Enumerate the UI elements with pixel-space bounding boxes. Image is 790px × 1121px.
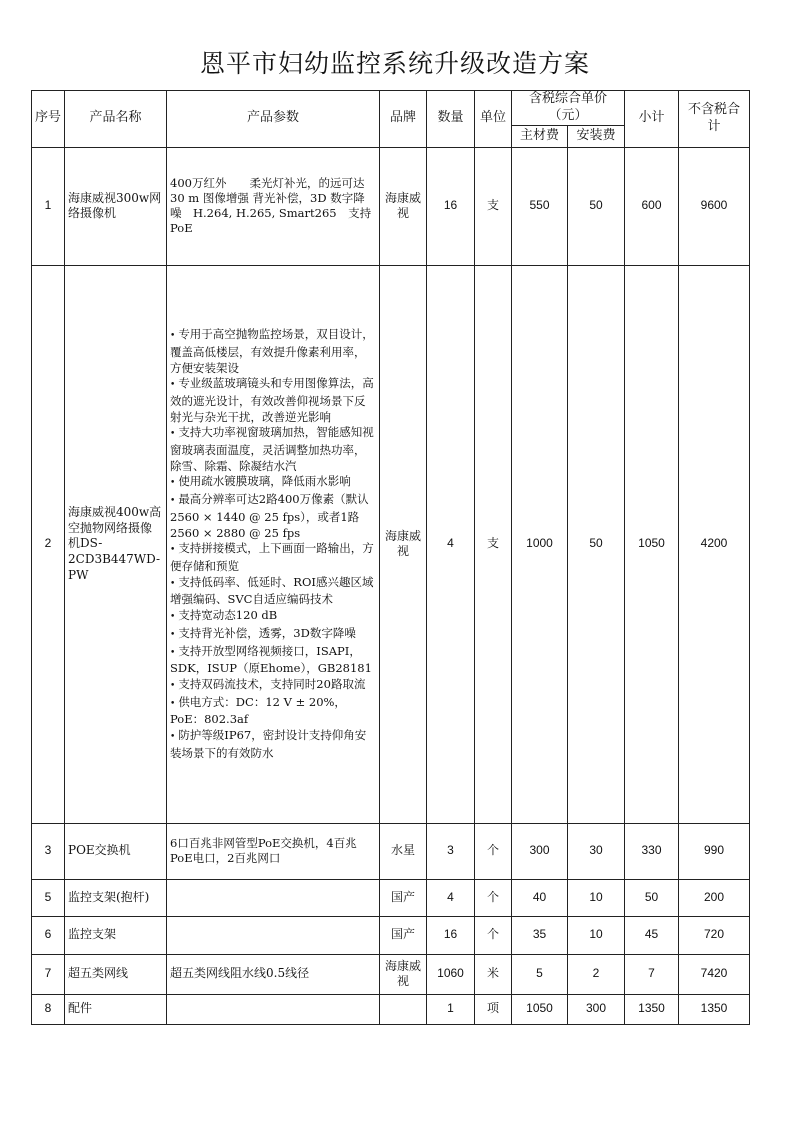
cell-total: 720 bbox=[679, 916, 750, 954]
cell-index: 5 bbox=[32, 879, 65, 916]
feature-item: • 支持开放型网络视频接口，ISAPI，SDK，ISUP（原Ehome），GB28181 bbox=[170, 643, 372, 676]
cell-index: 7 bbox=[32, 954, 65, 994]
cell-total: 1350 bbox=[679, 994, 750, 1024]
feature-item: • 专用于高空抛物监控场景，双目设计，覆盖高低楼层，有效提升像素利用率，方便安装架设 bbox=[170, 327, 374, 375]
header-brand: 品牌 bbox=[380, 91, 427, 148]
cell-name: 海康威视300w网络摄像机 bbox=[65, 147, 167, 265]
feature-list bbox=[170, 327, 376, 761]
cell-install: 2 bbox=[568, 954, 625, 994]
cell-params bbox=[167, 916, 380, 954]
table-row bbox=[32, 954, 750, 994]
cell-material: 1050 bbox=[512, 994, 568, 1024]
cell-install: 300 bbox=[568, 994, 625, 1024]
cell-install: 10 bbox=[568, 916, 625, 954]
cell-brand: 水星 bbox=[380, 823, 427, 879]
cell-subtotal: 600 bbox=[625, 147, 679, 265]
cell-subtotal: 1050 bbox=[625, 265, 679, 823]
cell-unit: 个 bbox=[475, 823, 512, 879]
cell-subtotal: 7 bbox=[625, 954, 679, 994]
cell-params: 超五类网线阻水线0.5线径 bbox=[167, 954, 380, 994]
cell-params bbox=[167, 879, 380, 916]
header-index: 序号 bbox=[32, 91, 65, 148]
cell-name: POE交换机 bbox=[65, 823, 167, 879]
cell-install: 50 bbox=[568, 265, 625, 823]
cell-name: 超五类网线 bbox=[65, 954, 167, 994]
cell-brand: 国产 bbox=[380, 879, 427, 916]
cell-install: 30 bbox=[568, 823, 625, 879]
header-qty: 数量 bbox=[427, 91, 475, 148]
cell-params bbox=[167, 147, 380, 265]
table-row bbox=[32, 823, 750, 879]
feature-item: • 最高分辨率可达2路400万像素（默认2560 × 1440 @ 25 fps），或者1路2560 × 2880 @ 25 fps bbox=[170, 492, 369, 540]
params-text: 400万红外 柔光灯补光，的远可达30 m 图像增强 背光补偿，3D 数字降噪 H.264, H.265, Smart265 支持PoE bbox=[170, 176, 372, 236]
cell-unit: 支 bbox=[475, 147, 512, 265]
header-material: 主材费 bbox=[512, 125, 568, 147]
feature-item: • 支持双码流技术，支持同时20路取流 bbox=[170, 676, 366, 691]
cell-total: 990 bbox=[679, 823, 750, 879]
table-row bbox=[32, 265, 750, 823]
header-params: 产品参数 bbox=[167, 91, 380, 148]
cell-unit: 米 bbox=[475, 954, 512, 994]
table-row bbox=[32, 916, 750, 954]
header-total: 不含税合计 bbox=[679, 91, 750, 148]
cell-brand: 国产 bbox=[380, 916, 427, 954]
cell-index: 6 bbox=[32, 916, 65, 954]
header-name: 产品名称 bbox=[65, 91, 167, 148]
cell-index: 8 bbox=[32, 994, 65, 1024]
cell-index: 3 bbox=[32, 823, 65, 879]
cell-material: 550 bbox=[512, 147, 568, 265]
cell-install: 50 bbox=[568, 147, 625, 265]
feature-item: • 防护等级IP67，密封设计支持仰角安装场景下的有效防水 bbox=[170, 728, 367, 760]
feature-item: • 支持拼接模式，上下画面一路输出，方便存储和预览 bbox=[170, 541, 374, 573]
params-text: 6口百兆非网管型PoE交换机，4百兆PoE电口，2百兆网口 bbox=[170, 836, 357, 866]
cell-name: 监控支架(抱杆) bbox=[65, 879, 167, 916]
cell-brand: 海康威视 bbox=[380, 954, 427, 994]
cell-install: 10 bbox=[568, 879, 625, 916]
cell-total: 4200 bbox=[679, 265, 750, 823]
cell-name: 海康威视400w高空抛物网络摄像机DS-2CD3B447WD-PW bbox=[65, 265, 167, 823]
cell-brand: 海康威视 bbox=[380, 265, 427, 823]
table-row bbox=[32, 994, 750, 1024]
cell-qty: 16 bbox=[427, 916, 475, 954]
page-title: 恩平市妇幼监控系统升级改造方案 bbox=[199, 49, 590, 78]
cell-params bbox=[167, 823, 380, 879]
feature-item: • 支持大功率视窗玻璃加热，智能感知视窗玻璃表面温度，灵活调整加热功率，除雪、除霜、除凝结水汽 bbox=[170, 425, 374, 473]
cell-brand: 海康威视 bbox=[380, 147, 427, 265]
cell-params bbox=[167, 994, 380, 1024]
cell-qty: 4 bbox=[427, 265, 475, 823]
cell-subtotal: 45 bbox=[625, 916, 679, 954]
feature-item: • 供电方式：DC：12 V ± 20%，PoE：802.3af bbox=[170, 694, 346, 727]
header-install: 安装费 bbox=[568, 125, 625, 147]
cell-qty: 1060 bbox=[427, 954, 475, 994]
cell-unit: 项 bbox=[475, 994, 512, 1024]
cell-material: 300 bbox=[512, 823, 568, 879]
cell-subtotal: 50 bbox=[625, 879, 679, 916]
cell-unit: 个 bbox=[475, 879, 512, 916]
table-row bbox=[32, 147, 750, 265]
cell-name: 配件 bbox=[65, 994, 167, 1024]
cell-material: 1000 bbox=[512, 265, 568, 823]
table-row bbox=[32, 879, 750, 916]
cell-qty: 3 bbox=[427, 823, 475, 879]
cell-name: 监控支架 bbox=[65, 916, 167, 954]
header-row bbox=[32, 91, 750, 126]
cell-params bbox=[167, 265, 380, 823]
cell-qty: 16 bbox=[427, 147, 475, 265]
cell-brand bbox=[380, 994, 427, 1024]
cell-qty: 1 bbox=[427, 994, 475, 1024]
cell-material: 5 bbox=[512, 954, 568, 994]
cell-total: 9600 bbox=[679, 147, 750, 265]
feature-item: • 专业级蓝玻璃镜头和专用图像算法，高效的遮光设计，有效改善仰视场景下反射光与杂光干扰，改善逆光影响 bbox=[170, 376, 374, 424]
cell-unit: 支 bbox=[475, 265, 512, 823]
header-unit: 单位 bbox=[475, 91, 512, 148]
feature-item: • 支持宽动态120 dB bbox=[170, 608, 278, 623]
feature-item: • 支持背光补偿，透雾，3D数字降噪 bbox=[170, 625, 356, 640]
header-subtotal: 小计 bbox=[625, 91, 679, 148]
cell-qty: 4 bbox=[427, 879, 475, 916]
cell-unit: 个 bbox=[475, 916, 512, 954]
cell-index: 2 bbox=[32, 265, 65, 823]
quotation-table bbox=[31, 90, 750, 1025]
cell-material: 40 bbox=[512, 879, 568, 916]
cell-total: 7420 bbox=[679, 954, 750, 994]
cell-subtotal: 330 bbox=[625, 823, 679, 879]
cell-total: 200 bbox=[679, 879, 750, 916]
header-unit-price-group: 含税综合单价（元） bbox=[512, 91, 625, 126]
cell-index: 1 bbox=[32, 147, 65, 265]
cell-subtotal: 1350 bbox=[625, 994, 679, 1024]
feature-item: • 支持低码率、低延时、ROI感兴趣区域增强编码、SVC自适应编码技术 bbox=[170, 574, 374, 607]
cell-material: 35 bbox=[512, 916, 568, 954]
feature-item: • 使用疏水镀膜玻璃，降低雨水影响 bbox=[170, 474, 351, 489]
